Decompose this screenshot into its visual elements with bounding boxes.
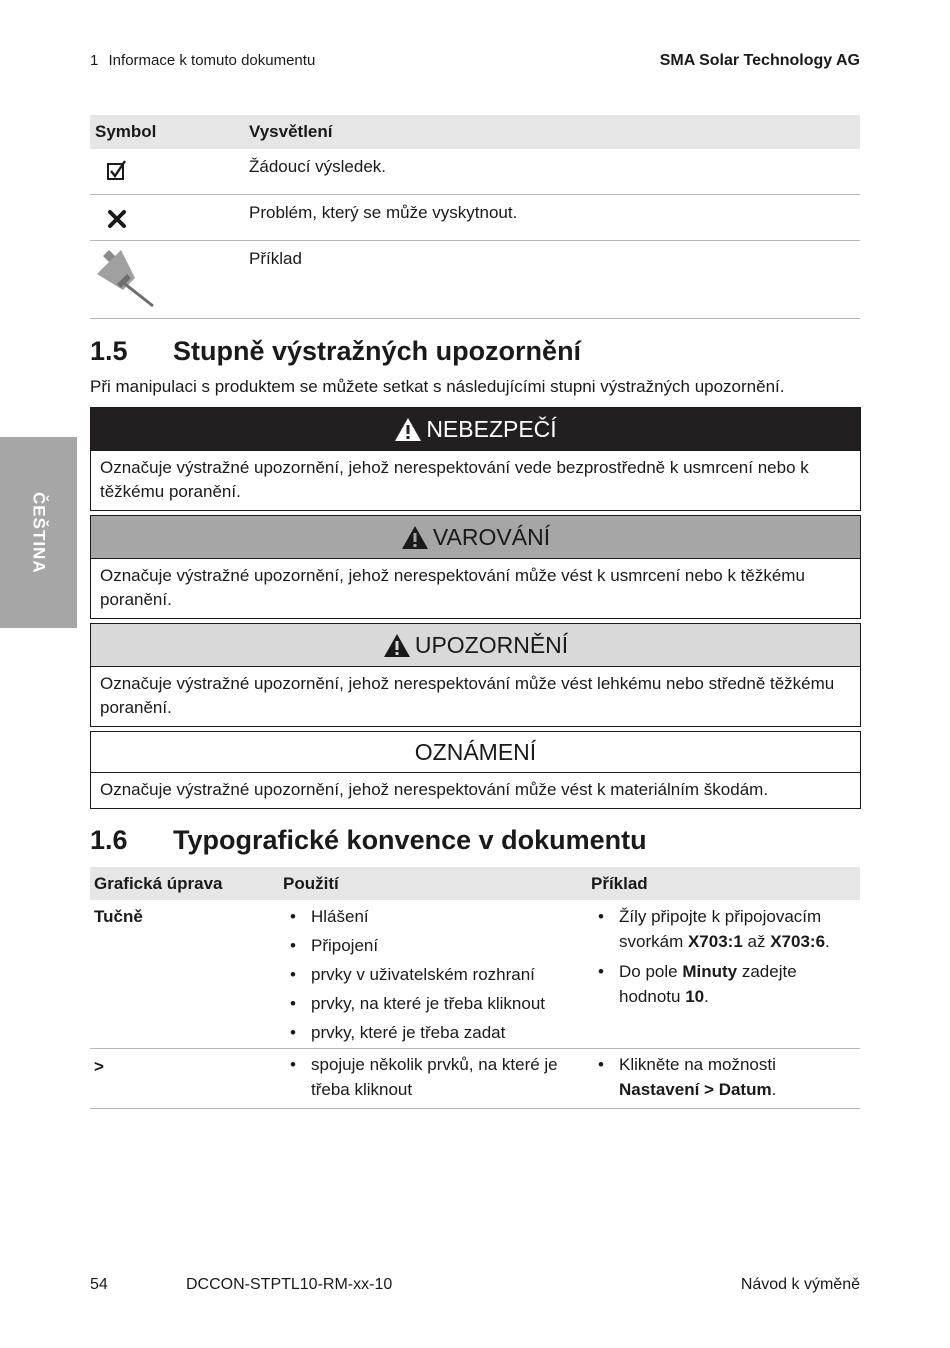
warning-text: Označuje výstražné upozornění, jehož nerespektování může vést k materiálním škodám. xyxy=(91,772,860,808)
section-heading-1-6 xyxy=(90,825,647,856)
warning-header xyxy=(91,624,860,666)
warning-triangle-icon xyxy=(383,633,411,658)
style-name: > xyxy=(94,1057,104,1076)
warning-box-caution xyxy=(90,623,861,727)
list-item: • prvky, na které je třeba kliknout xyxy=(288,989,591,1018)
usage-cell xyxy=(283,902,591,1048)
header-explanation: Vysvětlení xyxy=(249,122,333,141)
chapter-number: 1 xyxy=(90,52,99,69)
section-title: Stupně výstražných upozornění xyxy=(173,336,582,366)
warning-label: VAROVÁNÍ xyxy=(432,523,551,550)
header-example: Příklad xyxy=(591,873,648,893)
list-item: • Klikněte na možnosti Nastavení > Datum. xyxy=(596,1052,860,1102)
example-list xyxy=(596,1052,860,1102)
header-symbol: Symbol xyxy=(95,122,157,141)
style-name: Tučně xyxy=(94,907,143,926)
running-header-company: SMA Solar Technology AG xyxy=(659,52,860,69)
header-style: Grafická úprava xyxy=(94,873,223,893)
language-tab-label: ČEŠTINA xyxy=(29,491,49,574)
running-header-chapter xyxy=(90,52,315,69)
chapter-title: Informace k tomuto dokumentu xyxy=(108,52,316,69)
header-usage: Použití xyxy=(283,873,339,893)
warning-text: Označuje výstražné upozornění, jehož nerespektování může vést k usmrcení nebo k těžkému poranění. xyxy=(91,558,860,618)
warning-triangle-icon xyxy=(401,525,429,550)
warning-text: Označuje výstražné upozornění, jehož nerespektování vede bezprostředně k usmrcení nebo k těžkému poranění. xyxy=(91,450,860,510)
list-item: • Do pole Minuty zadejte hodnotu 10. xyxy=(596,959,860,1009)
warning-label: OZNÁMENÍ xyxy=(414,738,537,765)
table-row xyxy=(90,900,860,1049)
document-title: Návod k výměně xyxy=(740,1276,860,1293)
symbol-explanation: Příklad xyxy=(249,249,302,268)
section-intro: Při manipulaci s produktem se můžete setkat s následujícími stupni výstražných upozornění. xyxy=(90,377,785,396)
typography-table-header xyxy=(90,867,860,900)
symbols-table xyxy=(90,115,860,319)
warning-box-danger xyxy=(90,407,861,511)
usage-list xyxy=(288,1052,591,1102)
warning-label: NEBEZPEČÍ xyxy=(426,415,557,442)
list-item: • prvky, které je třeba zadat xyxy=(288,1018,591,1047)
table-row xyxy=(90,195,860,241)
page-number: 54 xyxy=(90,1276,108,1293)
section-number: 1.5 xyxy=(90,336,128,366)
example-cell xyxy=(591,902,860,1048)
language-tab xyxy=(0,437,77,628)
warning-label: UPOZORNĚNÍ xyxy=(414,631,569,658)
section-heading-1-5 xyxy=(90,336,581,367)
usage-cell xyxy=(283,1052,591,1108)
list-item: • Připojení xyxy=(288,931,591,960)
list-item: • Hlášení xyxy=(288,902,591,931)
pushpin-icon xyxy=(95,248,157,308)
list-item: • spojuje několik prvků, na které je třeba kliknout xyxy=(288,1052,591,1102)
warning-header xyxy=(91,516,860,558)
warning-triangle-icon xyxy=(394,417,422,442)
table-row xyxy=(90,149,860,195)
table-row xyxy=(90,241,860,319)
example-cell xyxy=(591,1052,860,1108)
warning-text: Označuje výstražné upozornění, jehož nerespektování může vést lehkému nebo středně těžkému poranění. xyxy=(91,666,860,726)
warning-header xyxy=(91,732,860,772)
document-code: DCCON-STPTL10-RM-xx-10 xyxy=(186,1276,393,1293)
warning-box-notice xyxy=(90,731,861,809)
symbols-table-header xyxy=(90,115,860,149)
table-row xyxy=(90,1049,860,1109)
list-item: • prvky v uživatelském rozhraní xyxy=(288,960,591,989)
typography-table xyxy=(90,867,860,1109)
symbol-explanation: Žádoucí výsledek. xyxy=(249,157,387,176)
x-mark-icon xyxy=(107,209,127,229)
list-item: • Žíly připojte k připojovacím svorkám X703:1 až X703:6. xyxy=(596,904,860,954)
symbol-explanation: Problém, který se může vyskytnout. xyxy=(249,203,518,222)
usage-list xyxy=(283,902,591,1047)
warning-box-warning xyxy=(90,515,861,619)
checkbox-check-icon xyxy=(106,160,128,182)
section-number: 1.6 xyxy=(90,825,128,855)
example-list xyxy=(596,904,860,1009)
warning-header xyxy=(91,408,860,450)
section-title: Typografické konvence v dokumentu xyxy=(173,825,647,855)
